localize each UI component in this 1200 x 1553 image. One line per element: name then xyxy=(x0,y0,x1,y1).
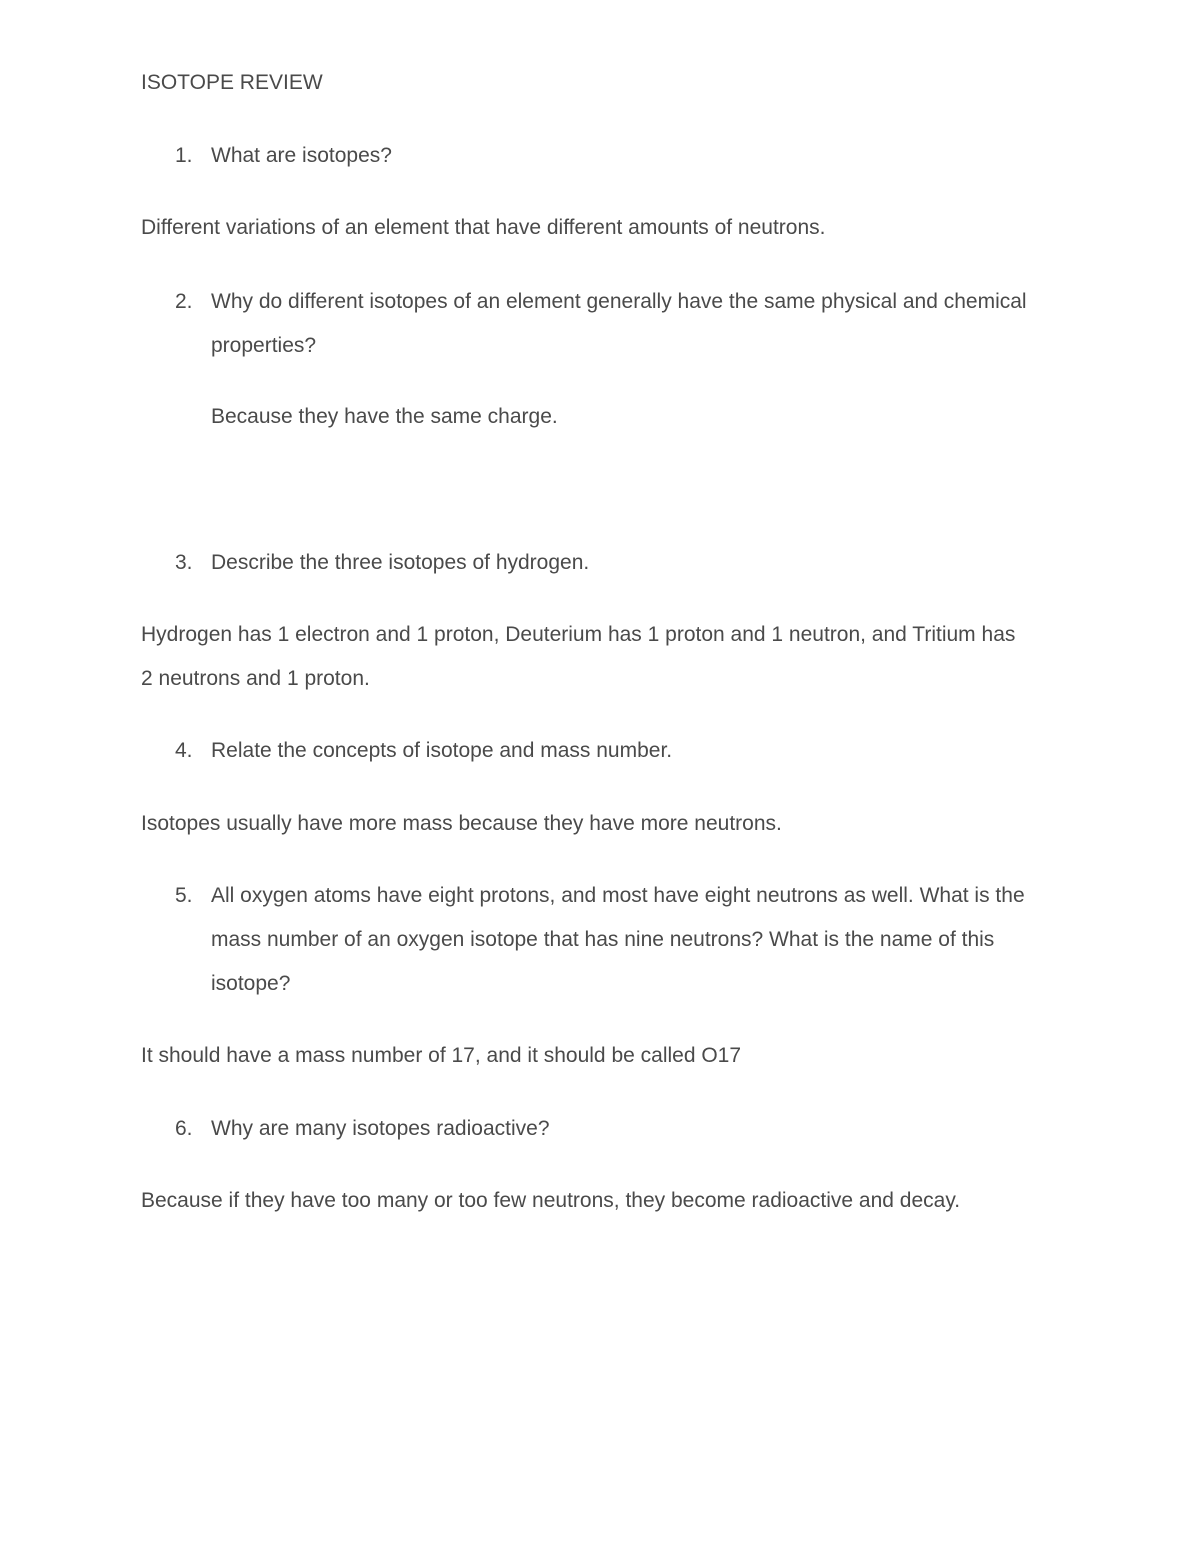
question-text: Why are many isotopes radioactive? xyxy=(211,1117,550,1140)
question-6 xyxy=(175,1107,1055,1151)
answer-5: It should have a mass number of 17, and it should be called O17 xyxy=(141,1044,742,1067)
question-number: 2. xyxy=(175,290,193,313)
answer-2: Because they have the same charge. xyxy=(211,405,558,428)
answer-6: Because if they have too many or too few neutrons, they become radioactive and decay. xyxy=(141,1189,961,1212)
answer-3: Hydrogen has 1 electron and 1 proton, Deuterium has 1 proton and 1 neutron, and Tritium has 2 neutrons and 1 proton. xyxy=(141,623,1016,690)
answer-4: Isotopes usually have more mass because they have more neutrons. xyxy=(141,812,782,835)
question-text: Relate the concepts of isotope and mass number. xyxy=(211,739,673,762)
question-2 xyxy=(175,280,1045,368)
question-number: 4. xyxy=(175,739,193,762)
question-5 xyxy=(175,874,1055,1006)
answer-1: Different variations of an element that have different amounts of neutrons. xyxy=(141,216,826,239)
question-text: Describe the three isotopes of hydrogen. xyxy=(211,551,590,574)
question-number: 1. xyxy=(175,144,193,167)
document-title: ISOTOPE REVIEW xyxy=(141,71,323,94)
question-3 xyxy=(175,541,1055,585)
question-4 xyxy=(175,729,1055,773)
question-number: 6. xyxy=(175,1117,193,1140)
question-number: 3. xyxy=(175,551,193,574)
question-text: What are isotopes? xyxy=(211,144,392,167)
question-text: Why do different isotopes of an element generally have the same physical and chemical properties? xyxy=(211,290,1027,357)
question-text: All oxygen atoms have eight protons, and most have eight neutrons as well. What is the mass number of an oxygen isotope that has nine neutrons? What is the name of this isotope? xyxy=(211,884,1025,995)
question-1 xyxy=(175,134,1055,178)
question-number: 5. xyxy=(175,884,193,907)
